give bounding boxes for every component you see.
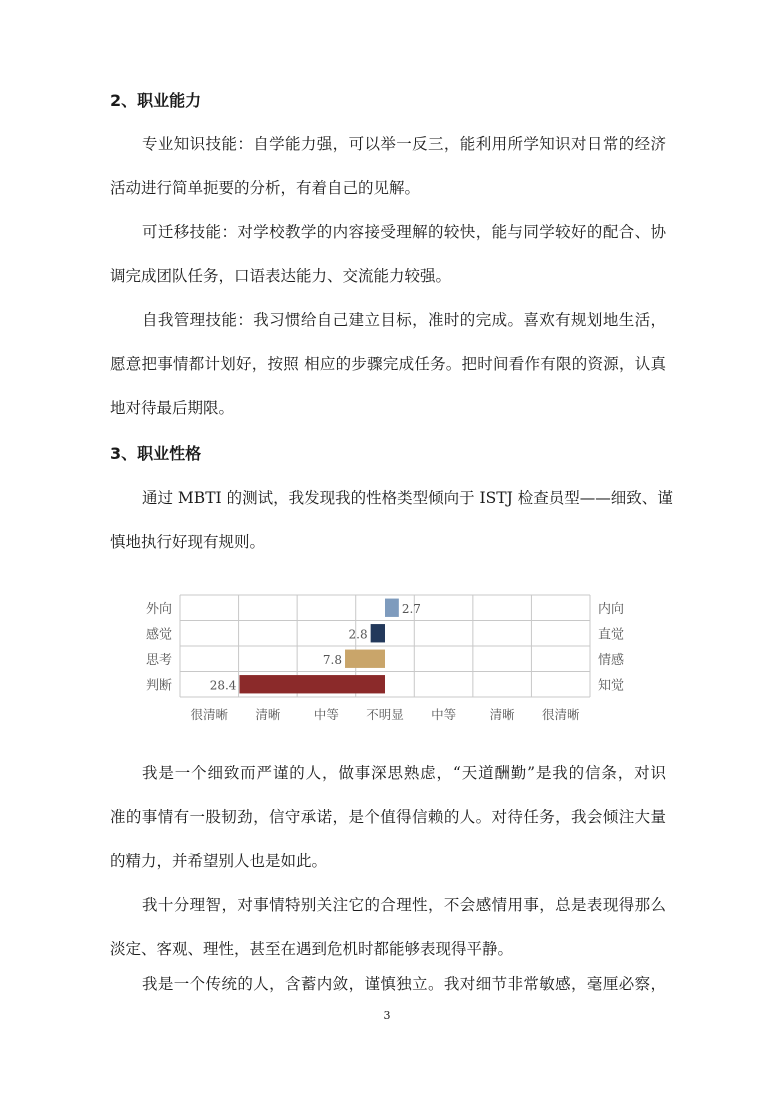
text-line: 我是一个传统的人，含蓄内敛，谨慎独立。我对细节非常敏感，毫厘必察， xyxy=(142,975,666,993)
x-tick-label: 不明显 xyxy=(366,707,404,722)
text-line: 我是一个细致而严谨的人，做事深思熟虑，“天道酬勤”是我的信条，对识 xyxy=(142,764,666,782)
paragraph-professional-skills xyxy=(110,122,666,210)
x-tick-label: 中等 xyxy=(431,707,457,722)
mbti-preference-chart xyxy=(124,585,640,745)
text-line: 调完成团队任务，口语表达能力、交流能力较强。 xyxy=(110,267,452,285)
paragraph-rational xyxy=(110,883,666,971)
bar xyxy=(345,650,385,668)
bar xyxy=(385,599,399,617)
x-tick-label: 清晰 xyxy=(255,707,281,722)
section-heading-career-ability: 2、职业能力 xyxy=(110,91,202,110)
bar xyxy=(371,624,385,642)
text-line: 准的事情有一股韧劲，信守承诺，是个值得信赖的人。对待任务，我会倾注大量 xyxy=(110,808,666,826)
axis-label-right: 知觉 xyxy=(598,678,625,694)
axis-label-left: 判断 xyxy=(145,678,172,694)
text-line: 慎地执行好现有规则。 xyxy=(110,533,266,551)
axis-label-left: 思考 xyxy=(145,652,172,668)
axis-label-right: 直觉 xyxy=(598,627,625,643)
x-tick-label: 中等 xyxy=(313,707,339,722)
text-line: 愿意把事情都计划好，按照 相应的步骤完成任务。把时间看作有限的资源，认真 xyxy=(110,355,666,373)
paragraph-mbti-result xyxy=(110,476,673,564)
data-label: 2.7 xyxy=(401,601,421,616)
data-label: 7.8 xyxy=(322,652,343,667)
x-tick-label: 清晰 xyxy=(489,707,515,722)
x-tick-label: 很清晰 xyxy=(541,707,580,722)
axis-label-right: 情感 xyxy=(598,652,625,668)
text-line: 淡定、客观、理性，甚至在遇到危机时都能够表现得平静。 xyxy=(110,940,514,958)
paragraph-traditional xyxy=(110,962,666,1006)
text-line: 自我管理技能：我习惯给自己建立目标，准时的完成。喜欢有规划地生活， xyxy=(142,311,666,329)
text-line: 地对待最后期限。 xyxy=(110,399,235,417)
paragraph-transferable-skills xyxy=(110,210,666,298)
bar xyxy=(239,675,385,693)
text-line: 活动进行简单扼要的分析，有着自己的见解。 xyxy=(110,179,421,197)
axis-label-left: 外向 xyxy=(145,601,172,617)
section-heading-career-personality: 3、职业性格 xyxy=(110,444,202,463)
axis-label-right: 内向 xyxy=(598,601,625,617)
text-line: 的精力，并希望别人也是如此。 xyxy=(110,852,328,870)
x-tick-label: 很清晰 xyxy=(190,707,229,722)
text-line: 通过 MBTI 的测试，我发现我的性格类型倾向于 ISTJ 检查员型——细致、谨 xyxy=(142,489,673,507)
paragraph-careful-person xyxy=(110,751,666,883)
page-number: 3 xyxy=(383,1009,391,1022)
data-label: 28.4 xyxy=(209,678,237,693)
axis-label-left: 感觉 xyxy=(145,627,172,643)
data-label: 2.8 xyxy=(348,627,368,642)
text-line: 专业知识技能：自学能力强，可以举一反三，能利用所学知识对日常的经济 xyxy=(142,135,666,153)
text-line: 可迁移技能：对学校教学的内容接受理解的较快，能与同学较好的配合、协 xyxy=(142,223,666,241)
text-line: 我十分理智，对事情特别关注它的合理性，不会感情用事，总是表现得那么 xyxy=(142,896,666,914)
paragraph-self-management-skills xyxy=(110,298,666,430)
